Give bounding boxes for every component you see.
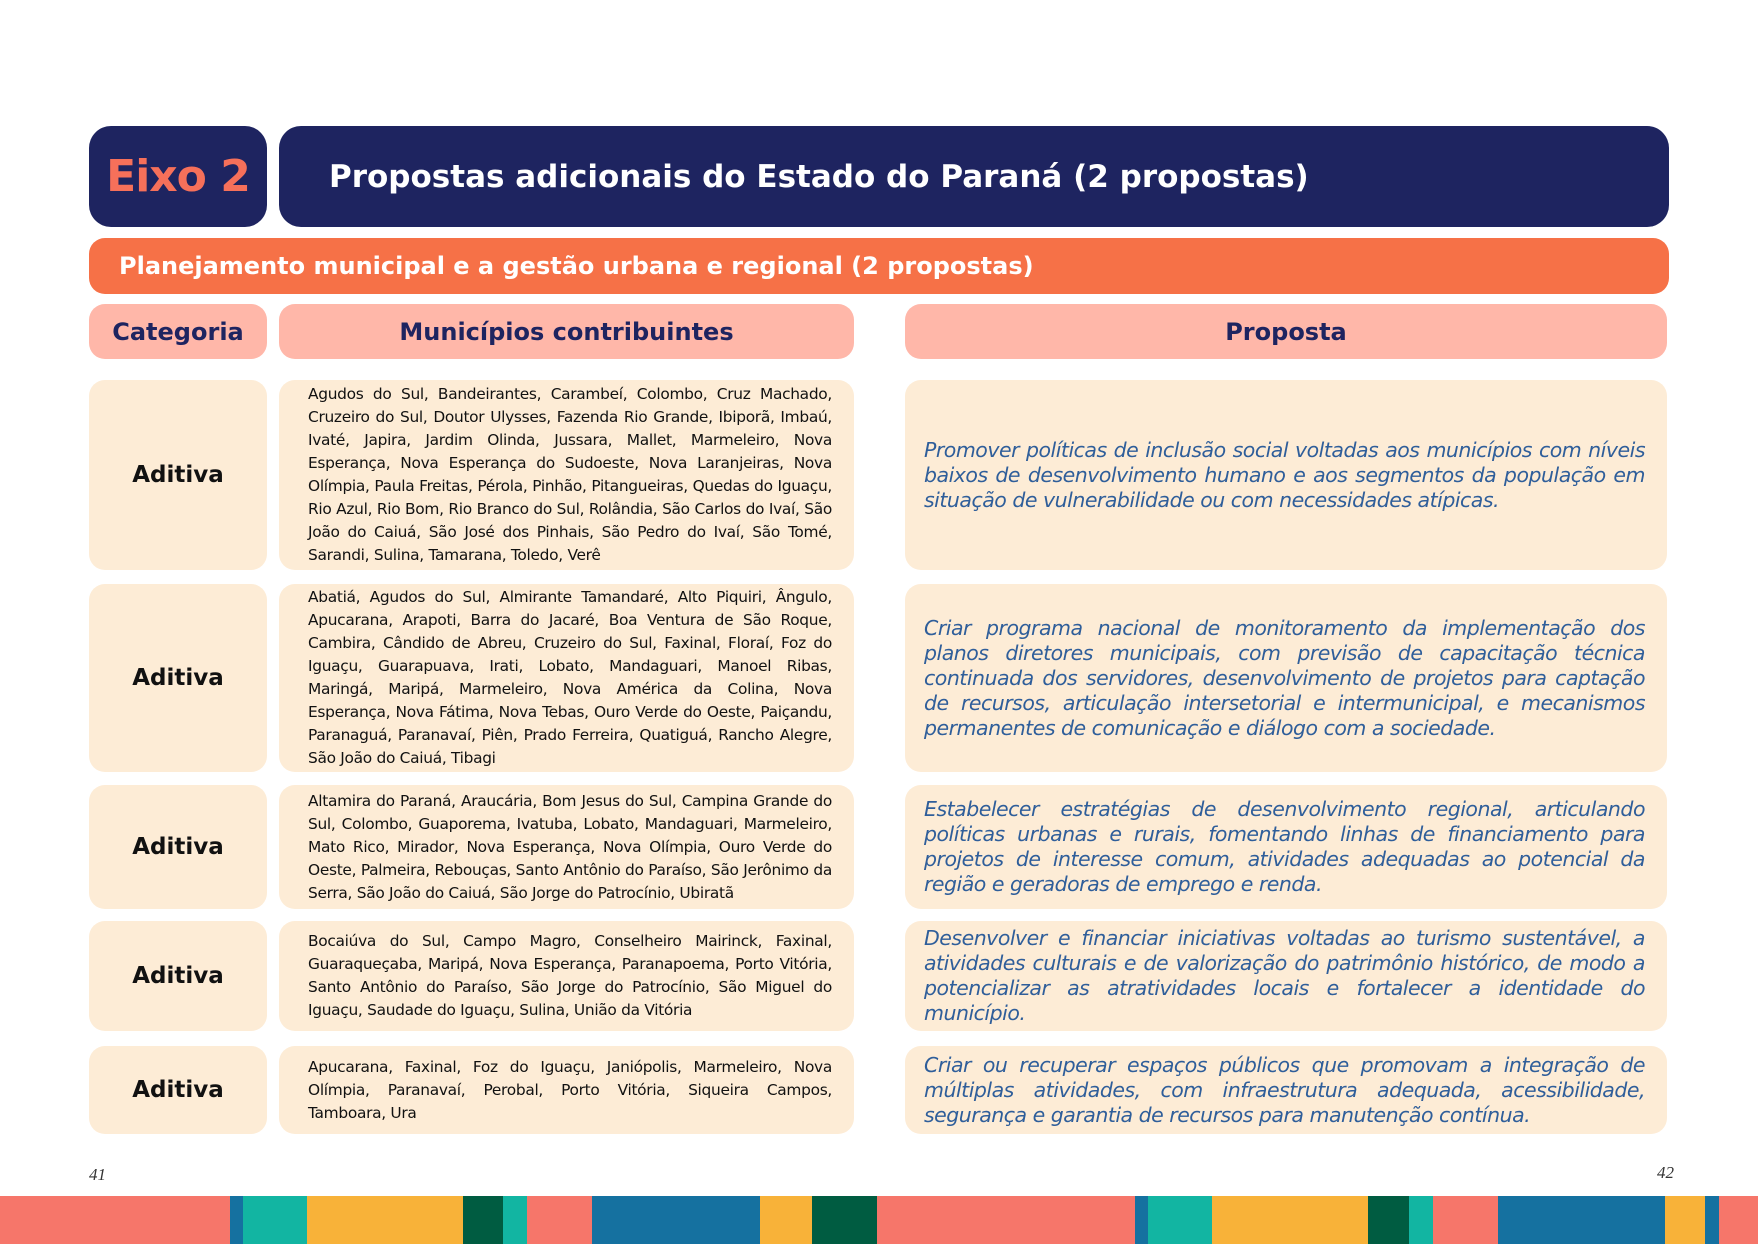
table-row-2-municipalities (279, 584, 854, 772)
stripe-segment (812, 1196, 877, 1244)
section-banner (89, 238, 1669, 294)
stripe-segment (760, 1196, 812, 1244)
table-row-3-municipalities (279, 785, 854, 909)
section-title: Planejamento municipal e a gestão urbana e regional (2 propostas) (119, 252, 1034, 280)
table-row-4-category (89, 921, 267, 1031)
table-row-1-proposal (905, 380, 1667, 570)
title-banner (279, 126, 1669, 227)
proposal-text: Promover políticas de inclusão social voltadas aos municípios com níveis baixos de desenvolvimento humano e aos segmentos da população em situação de vulnerabilidade ou com necessidades atípicas. (924, 437, 1645, 512)
table-row-5-municipalities (279, 1046, 854, 1134)
category-label: Aditiva (132, 665, 224, 691)
stripe-segment (1433, 1196, 1498, 1244)
table-row-4-proposal (905, 921, 1667, 1031)
category-label: Aditiva (132, 462, 224, 488)
footer-color-stripe (0, 1196, 1758, 1244)
column-header-proposta: Proposta (905, 304, 1667, 359)
column-header-municipios: Municípios contribuintes (279, 304, 854, 359)
page-number-left: 41 (89, 1165, 106, 1184)
proposal-text: Desenvolver e financiar iniciativas voltadas ao turismo sustentável, a atividades culturais e de valorização do patrimônio histórico, de modo a potencializar as atratividades locais e fortalecer a identidade do município. (924, 926, 1645, 1025)
stripe-segment (1719, 1196, 1758, 1244)
table-row-3-proposal (905, 785, 1667, 909)
stripe-segment (1409, 1196, 1433, 1244)
column-header-categoria: Categoria (89, 304, 267, 359)
stripe-segment (0, 1196, 230, 1244)
stripe-segment (1665, 1196, 1705, 1244)
proposal-text: Criar ou recuperar espaços públicos que promovam a integração de múltiplas atividades, com infraestrutura adequada, acessibilidade, segurança e garantia de recursos para manutenção contínua. (924, 1052, 1645, 1127)
table-row-5-category (89, 1046, 267, 1134)
table-row-1-municipalities (279, 380, 854, 570)
stripe-segment (230, 1196, 243, 1244)
municipalities-text: Abatiá, Agudos do Sul, Almirante Tamandaré, Alto Piquiri, Ângulo, Apucarana, Arapoti, Barra do Jacaré, Boa Ventura de São Roque, Cambira, Cândido de Abreu, Cruzeiro do Sul, Faxinal, Floraí, Foz do Iguaçu, Guarapuava, Irati, Lobato, Mandaguari, Manoel Ribas, Maringá, Maripá, Marmeleiro, Nova América da Colina, Nova Esperança, Nova Fátima, Nova Tebas, Ouro Verde do Oeste, Paiçandu, Paranaguá, Paranavaí, Piên, Prado Ferreira, Quatiguá, Rancho Alegre, São João do Caiuá, Tibagi (308, 588, 832, 767)
stripe-segment (1705, 1196, 1719, 1244)
category-label: Aditiva (132, 963, 224, 989)
stripe-segment (1135, 1196, 1148, 1244)
stripe-segment (1368, 1196, 1409, 1244)
stripe-segment (1498, 1196, 1665, 1244)
stripe-segment (243, 1196, 307, 1244)
page-number-right: 42 (1657, 1163, 1674, 1182)
axis-badge (89, 126, 267, 227)
municipalities-text: Bocaiúva do Sul, Campo Magro, Conselheiro Mairinck, Faxinal, Guaraqueçaba, Maripá, Nova Esperança, Paranapoema, Porto Vitória, Santo Antônio do Paraíso, São Jorge do Patrocínio, São Miguel do Iguaçu, Saudade do Iguaçu, Sulina, União da Vitória (308, 932, 832, 1019)
proposal-text: Criar programa nacional de monitoramento da implementação dos planos diretores municipais, com previsão de capacitação técnica continuada dos servidores, desenvolvimento de projetos para captação de recursos, articulação intersetorial e intermunicipal, e mecanismos permanentes de comunicação e diálogo com a sociedade. (924, 615, 1645, 740)
municipalities-text: Altamira do Paraná, Araucária, Bom Jesus do Sul, Campina Grande do Sul, Colombo, Guaporema, Ivatuba, Lobato, Mandaguari, Marmeleiro, Mato Rico, Mirador, Nova Esperança, Nova Olímpia, Ouro Verde do Oeste, Palmeira, Rebouças, Santo Antônio do Paraíso, São Jerônimo da Serra, São João do Caiuá, São Jorge do Patrocínio, Ubiratã (308, 791, 832, 902)
stripe-segment (307, 1196, 463, 1244)
table-row-5-proposal (905, 1046, 1667, 1134)
page-title: Propostas adicionais do Estado do Paraná (2 propostas) (329, 158, 1309, 195)
category-label: Aditiva (132, 834, 224, 860)
table-row-3-category (89, 785, 267, 909)
stripe-segment (877, 1196, 1135, 1244)
municipalities-text: Agudos do Sul, Bandeirantes, Carambeí, Colombo, Cruz Machado, Cruzeiro do Sul, Doutor Ulysses, Fazenda Rio Grande, Ibiporã, Imbaú, Ivaté, Japira, Jardim Olinda, Jussara, Mallet, Marmeleiro, Nova Esperança, Nova Esperança do Sudoeste, Nova Laranjeiras, Nova Olímpia, Paula Freitas, Pérola, Pinhão, Pitangueiras, Quedas do Iguaçu, Rio Azul, Rio Bom, Rio Branco do Sul, Rolândia, São Carlos do Ivaí, São João do Caiuá, São José dos Pinhais, São Pedro do Ivaí, São Tomé, Sarandi, Sulina, Tamarana, Toledo, Verê (308, 385, 832, 564)
table-row-4-municipalities (279, 921, 854, 1031)
category-label: Aditiva (132, 1077, 224, 1103)
table-row-2-category (89, 584, 267, 772)
stripe-segment (1212, 1196, 1368, 1244)
municipalities-text: Apucarana, Faxinal, Foz do Iguaçu, Janiópolis, Marmeleiro, Nova Olímpia, Paranavaí, Perobal, Porto Vitória, Siqueira Campos, Tamboara, Ura (308, 1057, 832, 1122)
proposal-text: Estabelecer estratégias de desenvolvimento regional, articulando políticas urbanas e rurais, fomentando linhas de financiamento para projetos de interesse comum, atividades adequadas ao potencial da região e geradoras de emprego e renda. (924, 797, 1645, 896)
stripe-segment (527, 1196, 592, 1244)
axis-label: Eixo 2 (106, 151, 250, 202)
table-row-2-proposal (905, 584, 1667, 772)
table-row-1-category (89, 380, 267, 570)
stripe-segment (592, 1196, 760, 1244)
stripe-segment (463, 1196, 503, 1244)
stripe-segment (1148, 1196, 1212, 1244)
stripe-segment (503, 1196, 527, 1244)
